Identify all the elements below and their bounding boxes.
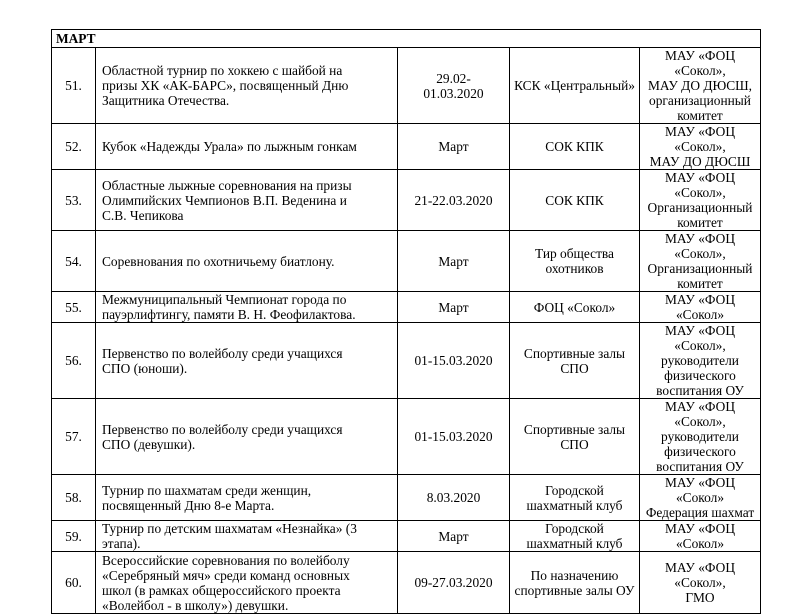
event-organizer: МАУ «ФОЦ «Сокол» bbox=[664, 521, 735, 551]
event-name-cell bbox=[96, 124, 398, 170]
event-venue: По назначению bbox=[530, 567, 619, 583]
table-row bbox=[52, 521, 761, 552]
event-organizer: руководители bbox=[661, 353, 739, 368]
event-venue: СОК КПК bbox=[545, 139, 604, 154]
event-number: 57. bbox=[65, 429, 82, 444]
event-organizer: физического bbox=[664, 368, 736, 383]
event-organizer: МАУ «ФОЦ «Сокол», bbox=[664, 124, 735, 154]
event-name-cell bbox=[96, 552, 398, 614]
event-name: Межмуниципальный Чемпионат города по bbox=[102, 292, 347, 307]
event-venue-cell bbox=[510, 323, 640, 399]
event-name: Областной турнир по хоккею с шайбой на bbox=[102, 63, 343, 78]
table-row bbox=[52, 124, 761, 170]
event-number-cell bbox=[52, 48, 96, 124]
event-date-cell bbox=[398, 399, 510, 475]
event-date: 09-27.03.2020 bbox=[414, 575, 493, 590]
event-date-cell bbox=[398, 552, 510, 614]
event-number-cell bbox=[52, 399, 96, 475]
event-venue: КСК «Центральный» bbox=[514, 78, 635, 93]
event-date-cell bbox=[398, 124, 510, 170]
event-organizer: организационный bbox=[649, 93, 751, 108]
event-name: Соревнования по охотничьему биатлону. bbox=[102, 253, 335, 269]
event-name: посвященный Дню 8-е Марта. bbox=[102, 497, 275, 513]
event-date-cell bbox=[398, 475, 510, 521]
event-venue-cell bbox=[510, 292, 640, 323]
event-venue: СОК КПК bbox=[545, 192, 604, 208]
event-date: Март bbox=[438, 253, 469, 269]
event-venue-cell bbox=[510, 521, 640, 552]
table-row bbox=[52, 399, 761, 475]
event-venue: Тир общества bbox=[534, 246, 615, 261]
event-venue-cell bbox=[510, 399, 640, 475]
event-venue: Городской bbox=[545, 482, 604, 498]
event-date: Март bbox=[438, 139, 469, 154]
event-organizer: комитет bbox=[677, 276, 723, 291]
event-number: 52. bbox=[65, 139, 82, 154]
event-organizer: МАУ «ФОЦ «Сокол», bbox=[664, 323, 735, 353]
event-organizer-cell bbox=[640, 170, 761, 231]
event-date-cell bbox=[398, 48, 510, 124]
event-number-cell bbox=[52, 124, 96, 170]
event-name: Турнир по детским шахматам «Незнайка» (3 bbox=[102, 521, 357, 536]
event-name: Первенство по волейболу среди учащихся bbox=[102, 345, 343, 361]
event-organizer: Федерация шахмат bbox=[645, 505, 755, 520]
event-name: школ (в рамках общероссийского проекта bbox=[102, 582, 341, 598]
event-name-cell bbox=[96, 170, 398, 231]
event-organizer: комитет bbox=[677, 215, 723, 230]
event-venue: ФОЦ «Сокол» bbox=[533, 299, 616, 315]
event-name-cell bbox=[96, 292, 398, 323]
event-organizer-cell bbox=[640, 292, 761, 323]
event-organizer: физического bbox=[664, 444, 736, 459]
event-organizer: ГМО bbox=[685, 590, 715, 605]
event-venue: Спортивные залы bbox=[523, 345, 626, 361]
event-name: призы ХК «АК-БАРС», посвященный Дню bbox=[102, 78, 349, 93]
event-name: СПО (юноши). bbox=[102, 360, 188, 376]
event-venue: Спортивные залы bbox=[523, 421, 626, 437]
event-number: 53. bbox=[65, 192, 82, 208]
event-organizer: воспитания ОУ bbox=[656, 459, 744, 474]
event-organizer: МАУ «ФОЦ «Сокол», bbox=[664, 48, 735, 78]
event-date: 29.02- bbox=[436, 70, 471, 86]
event-organizer: комитет bbox=[677, 108, 723, 123]
event-name-cell bbox=[96, 323, 398, 399]
event-name-cell bbox=[96, 521, 398, 552]
events-table-body bbox=[52, 30, 761, 614]
event-organizer: МАУ «ФОЦ «Сокол», bbox=[664, 399, 735, 429]
event-organizer-cell bbox=[640, 521, 761, 552]
table-row bbox=[52, 231, 761, 292]
event-organizer-cell bbox=[640, 475, 761, 521]
event-number-cell bbox=[52, 521, 96, 552]
table-row bbox=[52, 323, 761, 399]
event-date-cell bbox=[398, 323, 510, 399]
events-table bbox=[51, 29, 761, 614]
event-name: «Серебряный мяч» среди команд основных bbox=[102, 567, 350, 583]
event-venue: шахматный клуб bbox=[526, 536, 623, 551]
event-name: этапа). bbox=[102, 536, 141, 551]
event-venue-cell bbox=[510, 475, 640, 521]
event-name-cell bbox=[96, 231, 398, 292]
event-venue: Городской bbox=[545, 521, 604, 536]
event-organizer: МАУ «ФОЦ «Сокол» bbox=[664, 475, 735, 505]
event-organizer-cell bbox=[640, 552, 761, 614]
event-name: Олимпийских Чемпионов В.П. Веденина и bbox=[102, 192, 347, 208]
table-row bbox=[52, 48, 761, 124]
event-date-cell bbox=[398, 170, 510, 231]
event-date: 8.03.2020 bbox=[426, 490, 481, 505]
event-venue-cell bbox=[510, 48, 640, 124]
event-number-cell bbox=[52, 475, 96, 521]
event-venue-cell bbox=[510, 552, 640, 614]
event-organizer: МАУ ДО ДЮСШ bbox=[649, 154, 751, 169]
event-date: 01.03.2020 bbox=[423, 85, 484, 101]
event-name: Кубок «Надежды Урала» по лыжным гонкам bbox=[102, 139, 357, 154]
event-venue: шахматный клуб bbox=[526, 497, 623, 513]
event-number-cell bbox=[52, 323, 96, 399]
month-header-row bbox=[52, 30, 761, 48]
event-organizer-cell bbox=[640, 231, 761, 292]
event-organizer: Организационный bbox=[647, 261, 753, 276]
event-venue: спортивные залы ОУ bbox=[514, 582, 635, 598]
event-name: Защитника Отечества. bbox=[102, 93, 230, 108]
event-date-cell bbox=[398, 231, 510, 292]
event-venue: охотников bbox=[545, 261, 604, 276]
event-venue-cell bbox=[510, 124, 640, 170]
event-venue-cell bbox=[510, 231, 640, 292]
event-number-cell bbox=[52, 292, 96, 323]
event-date: 21-22.03.2020 bbox=[414, 192, 493, 208]
event-date-cell bbox=[398, 292, 510, 323]
event-number-cell bbox=[52, 231, 96, 292]
event-name: СПО (девушки). bbox=[102, 436, 196, 452]
event-organizer-cell bbox=[640, 124, 761, 170]
event-date: Март bbox=[438, 528, 469, 544]
event-organizer: воспитания ОУ bbox=[656, 383, 744, 398]
table-row bbox=[52, 170, 761, 231]
event-organizer: МАУ «ФОЦ «Сокол», bbox=[664, 170, 735, 200]
event-date: 01-15.03.2020 bbox=[414, 353, 493, 368]
event-number-cell bbox=[52, 170, 96, 231]
event-number-cell bbox=[52, 552, 96, 614]
event-organizer: Организационный bbox=[647, 200, 753, 215]
table-row bbox=[52, 475, 761, 521]
month-label: МАРТ bbox=[52, 30, 761, 48]
event-organizer: МАУ «ФОЦ «Сокол», bbox=[664, 231, 735, 261]
event-name-cell bbox=[96, 48, 398, 124]
event-organizer-cell bbox=[640, 323, 761, 399]
event-name: Областные лыжные соревнования на призы bbox=[102, 177, 352, 193]
event-number: 58. bbox=[65, 490, 82, 505]
table-row bbox=[52, 292, 761, 323]
event-venue: СПО bbox=[560, 436, 589, 452]
event-date: 01-15.03.2020 bbox=[414, 429, 493, 444]
event-organizer: руководители bbox=[661, 429, 739, 444]
event-name: Турнир по шахматам среди женщин, bbox=[102, 482, 312, 498]
event-number: 51. bbox=[65, 78, 82, 93]
event-venue-cell bbox=[510, 170, 640, 231]
event-organizer: МАУ «ФОЦ «Сокол», bbox=[664, 560, 735, 590]
event-name-cell bbox=[96, 399, 398, 475]
event-date-cell bbox=[398, 521, 510, 552]
event-name: «Волейбол - в школу») девушки. bbox=[102, 597, 289, 613]
event-number: 56. bbox=[65, 353, 82, 368]
event-organizer-cell bbox=[640, 399, 761, 475]
event-name-cell bbox=[96, 475, 398, 521]
event-number: 54. bbox=[65, 253, 82, 269]
event-name: С.В. Чепикова bbox=[102, 207, 184, 223]
event-organizer: МАУ ДО ДЮСШ, bbox=[647, 78, 753, 93]
event-number: 60. bbox=[65, 575, 82, 590]
event-name: Всероссийские соревнования по волейболу bbox=[102, 552, 350, 568]
event-organizer-cell bbox=[640, 48, 761, 124]
event-venue: СПО bbox=[560, 360, 589, 376]
event-name: пауэрлифтингу, памяти В. Н. Феофилактова. bbox=[102, 307, 356, 322]
event-number: 59. bbox=[65, 528, 82, 544]
event-organizer: МАУ «ФОЦ «Сокол» bbox=[664, 292, 735, 322]
event-name: Первенство по волейболу среди учащихся bbox=[102, 421, 343, 437]
event-date: Март bbox=[438, 299, 469, 315]
event-number: 55. bbox=[65, 299, 82, 315]
table-row bbox=[52, 552, 761, 614]
